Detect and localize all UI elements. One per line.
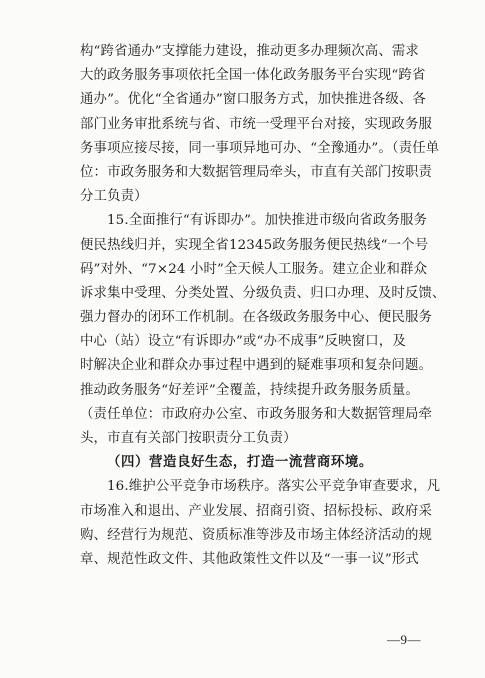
text-line: 通办”。优化“全省通办”窗口服务方式，加快推进各级、各 [80, 92, 426, 108]
text-line: 务事项应接尽接，同一事项异地可办、“全豫通办”。（责任单 [80, 140, 440, 156]
text-line: 便民热线归并，实现全省12345政务服务便民热线“一个号 [80, 237, 429, 253]
text-line: 推动政务服务“好差评”全覆盖，持续提升政务服务质量。 [80, 382, 419, 398]
paragraph-start-line: 15.全面推行“有诉即办”。加快推进市级向省政务服务 [107, 213, 428, 229]
text-line: 强力督办的闭环工作机制。在各级政务服务中心、便民服务 [80, 310, 433, 326]
section-heading: （四）营造良好生态，打造一流营商环境。 [107, 455, 373, 471]
text-line: 分工负责） [80, 189, 148, 205]
text-line: 大的政务服务事项依托全国一体化政务服务平台实现“跨省 [80, 68, 426, 84]
text-line: 市场准入和退出、产业发展、招商引资、招标投标、政府采 [80, 503, 433, 519]
text-line: 购、经营行为规范、资质标准等涉及市场主体经济活动的规 [80, 527, 433, 543]
text-line: 头，市直有关部门按职责分工负责） [80, 431, 297, 446]
body-text [80, 40, 446, 572]
text-line: 章、规范性政文件、其他政策性文件以及“一事一议”形式 [80, 551, 419, 567]
text-line: 中心（站）设立“有诉即办”或“办不成事”反映窗口，及 [80, 334, 406, 350]
text-line: 构“跨省通办”支撑能力建设，推动更多办理频次高、需求 [80, 44, 419, 59]
text-line: 诉求集中受理、分类处置、分级负责、归口办理、及时反馈、 [80, 285, 446, 301]
text-line: 部门业务审批系统与省、市统一受理平台对接，实现政务服 [80, 116, 433, 132]
text-line: 位：市政务服务和大数据管理局牵头，市直有关部门按职责 [80, 164, 433, 180]
text-line: （责任单位：市政府办公室、市政务服务和大数据管理局牵 [80, 406, 433, 422]
text-line: 码”对外、“7×24 小时”全天候人工服务。建立企业和群众 [80, 261, 428, 277]
text-line: 时解决企业和群众办事过程中遇到的疑难事项和复杂问题。 [80, 358, 433, 374]
page-number: —9— [387, 632, 421, 647]
paragraph-start-line: 16.维护公平竞争市场秩序。落实公平竞争审查要求，凡 [107, 479, 441, 495]
